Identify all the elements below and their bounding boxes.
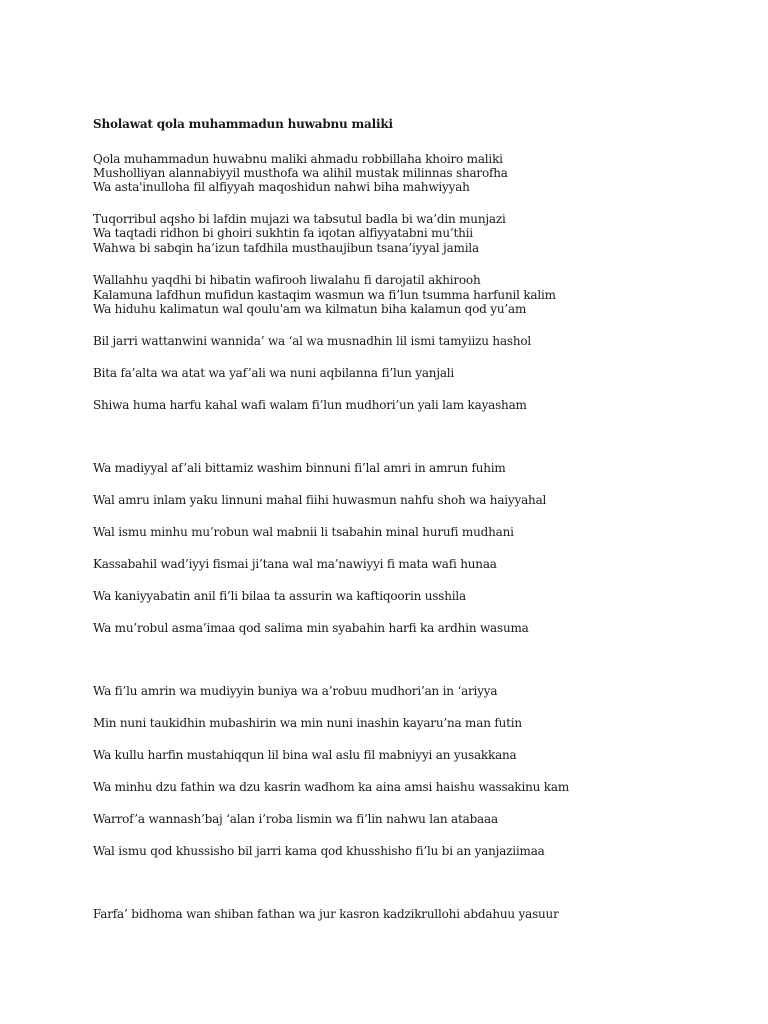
text-line: Wa madiyyal af’ali bittamiz washim binnuni fi’lal amri in amrun fuhim	[93, 461, 506, 475]
text-line: Tuqorribul aqsho bi lafdin mujazi wa tabsutul badla bi wa’din munjazi	[93, 212, 506, 226]
text-line: Wallahhu yaqdhi bi hibatin wafirooh liwalahu fi darojatil akhirooh	[93, 273, 481, 287]
text-line: Kalamuna lafdhun mufidun kastaqim wasmun wa fi’lun tsumma harfunil kalim	[93, 288, 556, 302]
text-line: Wa hiduhu kalimatun wal qoulu'am wa kilmatun biha kalamun qod yu’am	[93, 302, 527, 316]
text-line: Wa fi’lu amrin wa mudiyyin buniya wa a’robuu mudhori’an in ‘ariyya	[93, 684, 498, 698]
text-line: Wahwa bi sabqin ha’izun tafdhila musthaujibun tsana’iyyal jamila	[93, 241, 479, 255]
text-line: Warrof’a wannash’baj ‘alan i’roba lismin wa fi’lin nahwu lan atabaaa	[93, 812, 498, 826]
text-line: Bita fa’alta wa atat wa yaf’ali wa nuni aqbilanna fi’lun yanjali	[93, 366, 455, 380]
text-line: Wa kullu harfin mustahiqqun lil bina wal aslu fil mabniyyi an yusakkana	[93, 748, 517, 762]
document-title: Sholawat qola muhammadun huwabnu maliki	[93, 117, 393, 131]
text-line: Wa taqtadi ridhon bi ghoiri sukhtin fa iqotan alfiyyatabni mu’thii	[93, 226, 473, 240]
text-line: Wal ismu qod khussisho bil jarri kama qod khusshisho fi’lu bi an yanjaziimaa	[93, 844, 545, 858]
text-line: Wa minhu dzu fathin wa dzu kasrin wadhom ka aina amsi haishu wassakinu kam	[93, 780, 569, 794]
text-line: Qola muhammadun huwabnu maliki ahmadu robbillaha khoiro maliki	[93, 152, 503, 166]
text-line: Musholliyan alannabiyyil musthofa wa alihil mustak milinnas sharofha	[93, 166, 508, 180]
text-line: Farfa’ bidhoma wan shiban fathan wa jur kasron kadzikrullohi abdahuu yasuur	[93, 907, 559, 921]
text-line: Min nuni taukidhin mubashirin wa min nuni inashin kayaru’na man futin	[93, 716, 522, 730]
text-line: Wa kaniyyabatin anil fi’li bilaa ta assurin wa kaftiqoorin usshila	[93, 589, 466, 603]
text-line: Shiwa huma harfu kahal wafi walam fi’lun mudhori’un yali lam kayasham	[93, 398, 527, 412]
text-line: Wal amru inlam yaku linnuni mahal fiihi huwasmun nahfu shoh wa haiyyahal	[93, 493, 547, 507]
text-line: Wa mu’robul asma’imaa qod salima min syabahin harfi ka ardhin wasuma	[93, 621, 529, 635]
text-line: Kassabahil wad’iyyi fismai ji’tana wal ma’nawiyyi fi mata wafi hunaa	[93, 557, 497, 571]
text-line: Wa asta'inulloha fil alfiyyah maqoshidun nahwi biha mahwiyyah	[93, 180, 470, 194]
text-line: Wal ismu minhu mu’robun wal mabnii li tsabahin minal hurufi mudhani	[93, 525, 514, 539]
text-line: Bil jarri wattanwini wannida’ wa ‘al wa musnadhin lil ismi tamyiizu hashol	[93, 334, 532, 348]
